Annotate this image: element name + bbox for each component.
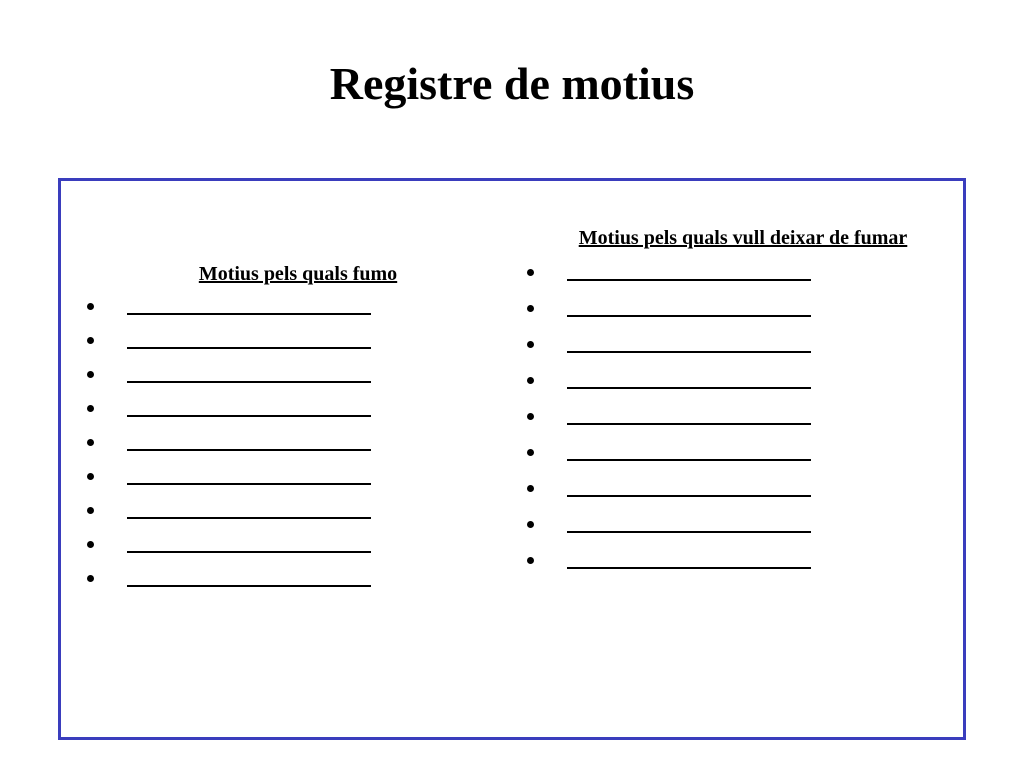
list-item [83, 463, 443, 497]
bullet-icon [527, 557, 534, 564]
list-item [523, 403, 933, 439]
bullet-icon [87, 371, 94, 378]
blank-write-line [127, 381, 371, 383]
blank-write-line [127, 585, 371, 587]
list-item [523, 295, 933, 331]
blank-write-line [567, 495, 811, 497]
list-item [523, 367, 933, 403]
blank-write-line [567, 531, 811, 533]
blank-write-line [567, 423, 811, 425]
right-blank-list [523, 259, 933, 583]
left-column-heading: Motius pels quals fumo [198, 263, 398, 285]
bullet-icon [527, 341, 534, 348]
blank-write-line [567, 387, 811, 389]
bullet-icon [527, 521, 534, 528]
bullet-icon [87, 405, 94, 412]
bullet-icon [87, 337, 94, 344]
bullet-icon [527, 269, 534, 276]
list-item [83, 531, 443, 565]
right-column-quitting-reasons [523, 223, 933, 583]
bullet-icon [87, 541, 94, 548]
list-item [523, 475, 933, 511]
list-item [523, 511, 933, 547]
bullet-icon [527, 413, 534, 420]
blank-write-line [127, 551, 371, 553]
blank-write-line [127, 449, 371, 451]
list-item [523, 547, 933, 583]
blank-write-line [567, 279, 811, 281]
bullet-icon [87, 507, 94, 514]
right-column-heading: Motius pels quals vull deixar de fumar [578, 227, 908, 249]
list-item [83, 327, 443, 361]
bullet-icon [527, 485, 534, 492]
blank-write-line [127, 347, 371, 349]
blank-write-line [127, 517, 371, 519]
list-item [83, 293, 443, 327]
list-item [523, 259, 933, 295]
blank-write-line [567, 351, 811, 353]
list-item [83, 395, 443, 429]
list-item [83, 361, 443, 395]
bullet-icon [87, 439, 94, 446]
bullet-icon [87, 575, 94, 582]
list-item [523, 439, 933, 475]
blank-write-line [127, 415, 371, 417]
page-title: Registre de motius [329, 58, 695, 109]
blank-write-line [127, 313, 371, 315]
list-item [83, 565, 443, 599]
bullet-icon [87, 473, 94, 480]
list-item [83, 429, 443, 463]
left-column-smoking-reasons [83, 259, 443, 599]
left-blank-list [83, 293, 443, 599]
list-item [523, 331, 933, 367]
bullet-icon [527, 305, 534, 312]
blank-write-line [567, 459, 811, 461]
bullet-icon [527, 449, 534, 456]
blank-write-line [127, 483, 371, 485]
blank-write-line [567, 315, 811, 317]
list-item [83, 497, 443, 531]
blank-write-line [567, 567, 811, 569]
content-frame [58, 178, 966, 740]
bullet-icon [87, 303, 94, 310]
bullet-icon [527, 377, 534, 384]
